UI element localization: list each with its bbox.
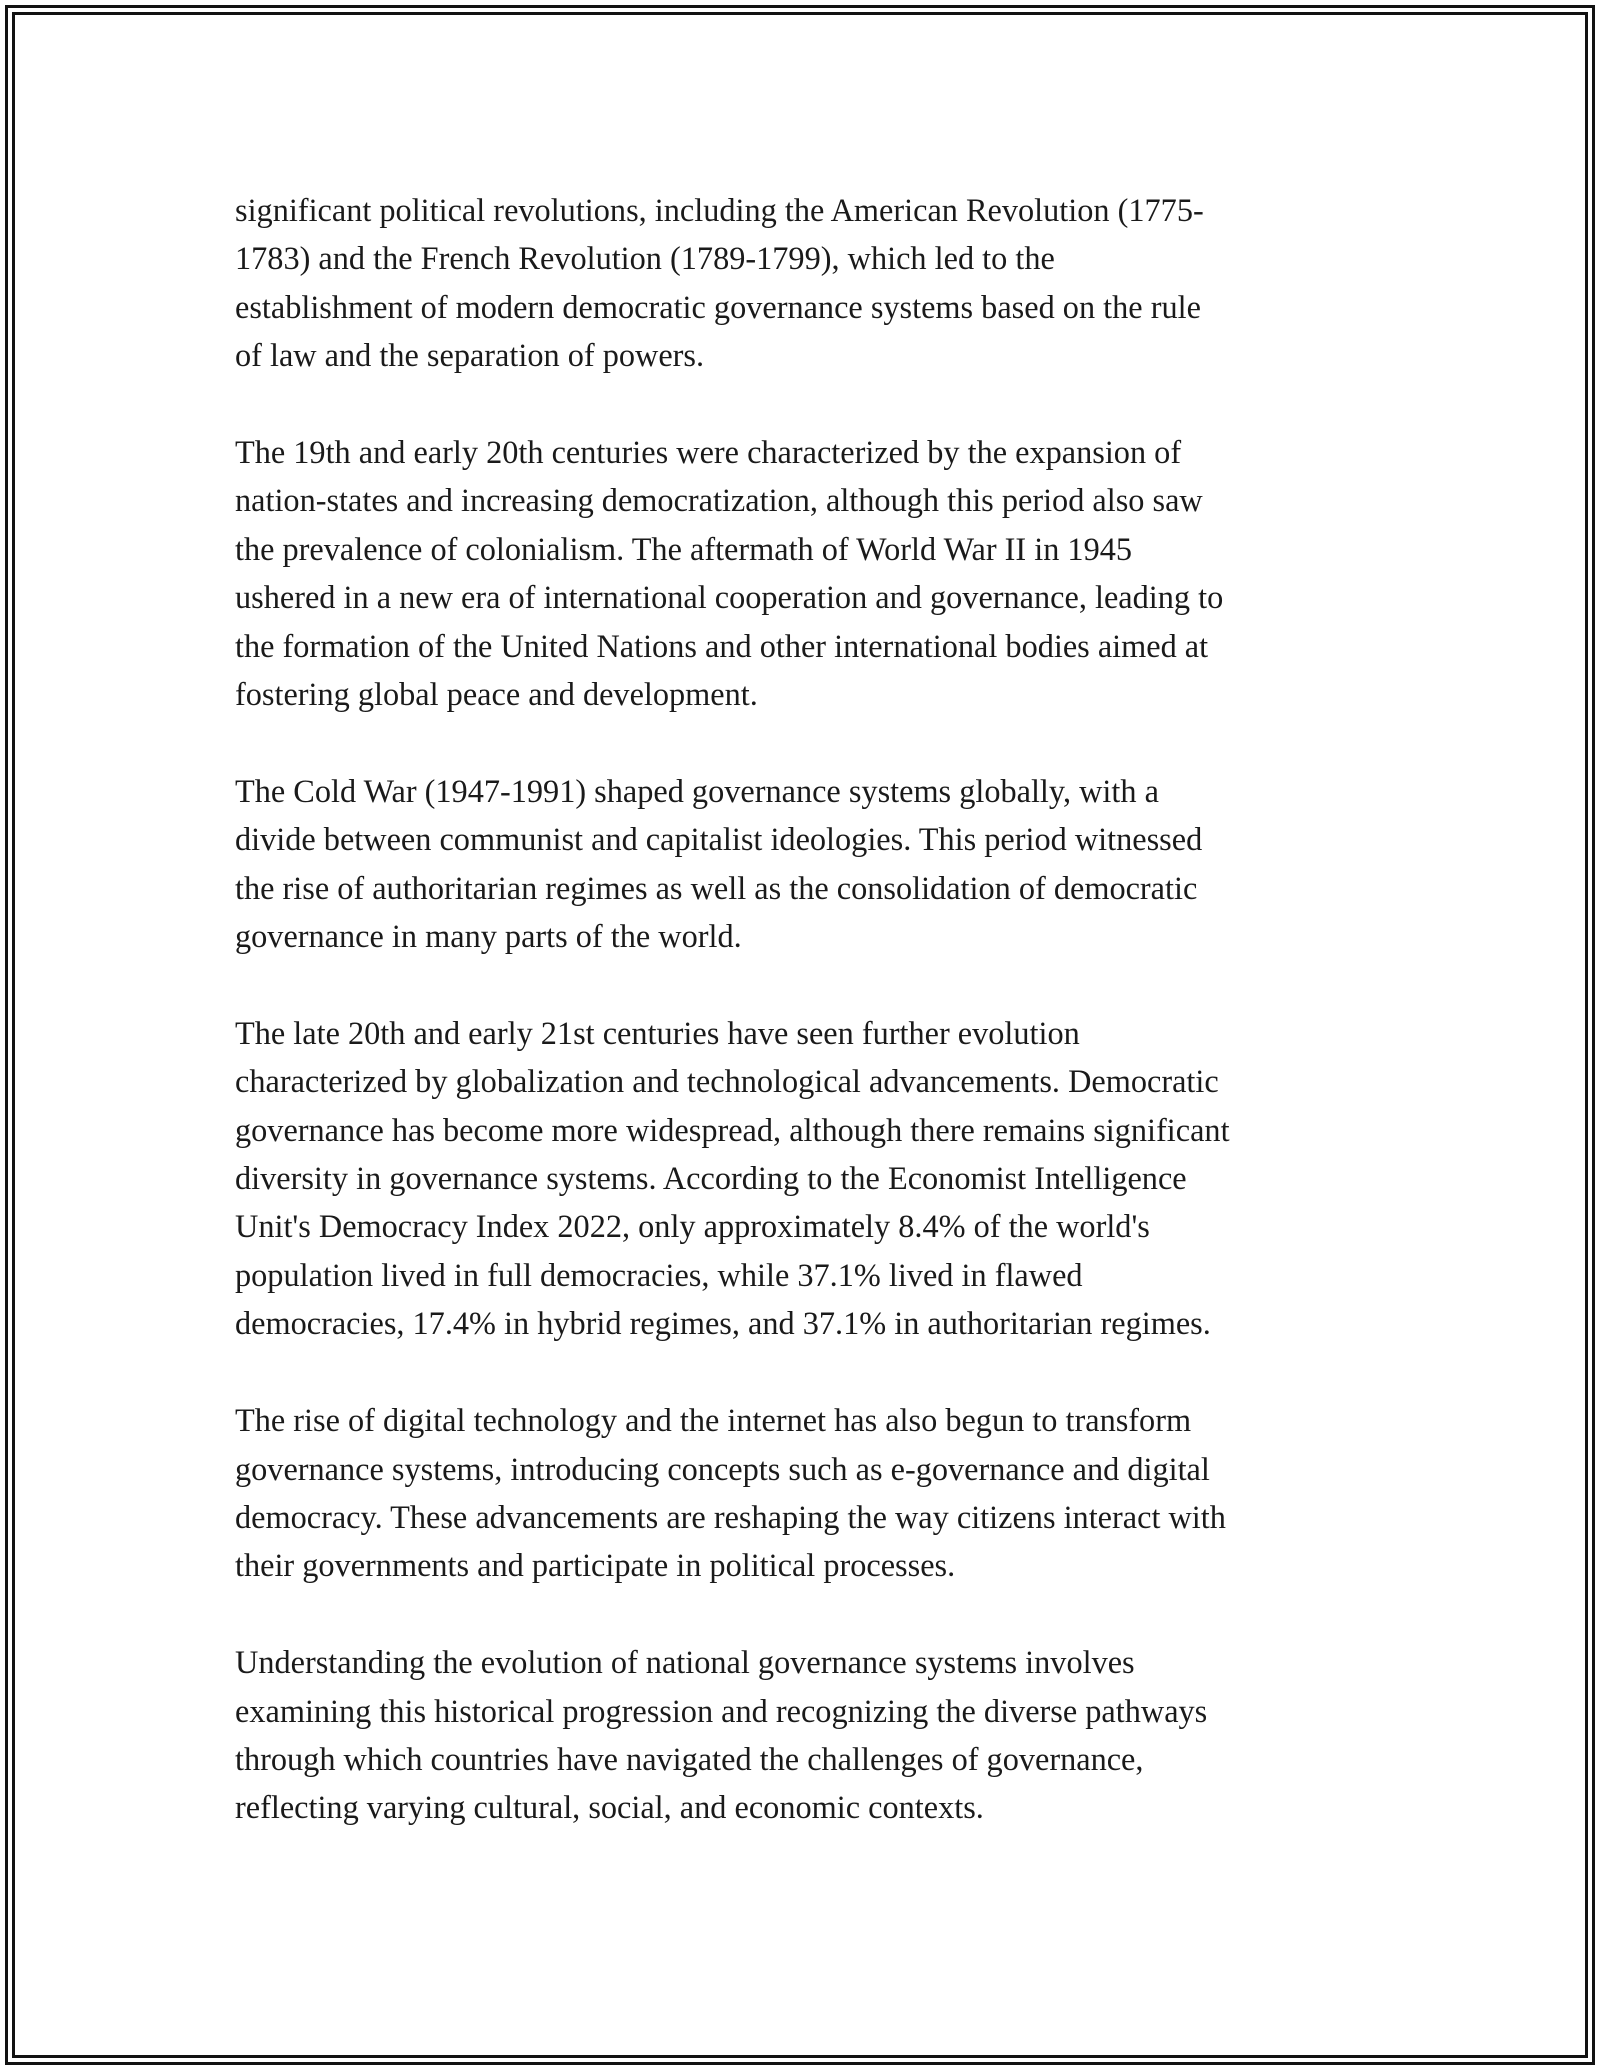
text-line: governance in many parts of the world. [235, 918, 742, 955]
document-body [235, 186, 1375, 1880]
text-line: The 19th and early 20th centuries were characterized by the expansion of [235, 434, 1182, 471]
text-line: characterized by globalization and technological advancements. Democratic [235, 1063, 1219, 1100]
text-line: fostering global peace and development. [235, 676, 758, 713]
text-line: diversity in governance systems. According to the Economist Intelligence [235, 1160, 1187, 1197]
text-line: democracy. These advancements are reshaping the way citizens interact with [235, 1498, 1226, 1535]
text-line: establishment of modern democratic governance systems based on the rule [235, 288, 1201, 325]
text-line: of law and the separation of powers. [235, 337, 705, 374]
text-line: The Cold War (1947-1991) shaped governance systems globally, with a [235, 772, 1159, 809]
paragraph-cold-war [235, 767, 1375, 961]
paragraph-late-20th-21st-centuries [235, 1009, 1375, 1348]
text-line: governance systems, introducing concepts such as e-governance and digital [235, 1450, 1210, 1487]
text-line: The late 20th and early 21st centuries have seen further evolution [235, 1014, 1080, 1051]
text-line: the prevalence of colonialism. The aftermath of World War II in 1945 [235, 530, 1133, 567]
text-line: divide between communist and capitalist ideologies. This period witnessed [235, 821, 1203, 858]
text-line: through which countries have navigated the challenges of governance, [235, 1740, 1144, 1777]
text-line: Understanding the evolution of national governance systems involves [235, 1644, 1135, 1681]
text-line: governance has become more widespread, although there remains significant [235, 1111, 1230, 1148]
text-line: 1783) and the French Revolution (1789-1799), which led to the [235, 240, 1055, 277]
text-line: the rise of authoritarian regimes as well as the consolidation of democratic [235, 869, 1198, 906]
text-line: their governments and participate in political processes. [235, 1547, 956, 1584]
text-line: ushered in a new era of international cooperation and governance, leading to [235, 579, 1224, 616]
text-line: reflecting varying cultural, social, and economic contexts. [235, 1789, 984, 1826]
text-line: democracies, 17.4% in hybrid regimes, and 37.1% in authoritarian regimes. [235, 1305, 1211, 1342]
text-line: significant political revolutions, including the American Revolution (1775- [235, 192, 1204, 228]
paragraph-revolutions [235, 186, 1375, 380]
text-line: examining this historical progression and recognizing the diverse pathways [235, 1692, 1208, 1729]
text-line: the formation of the United Nations and other international bodies aimed at [235, 627, 1209, 664]
paragraph-19th-20th-centuries [235, 428, 1375, 718]
paragraph-conclusion [235, 1638, 1375, 1832]
text-line: nation-states and increasing democratization, although this period also saw [235, 482, 1203, 519]
text-line: The rise of digital technology and the internet has also begun to transform [235, 1402, 1192, 1439]
text-line: population lived in full democracies, while 37.1% lived in flawed [235, 1256, 1083, 1293]
paragraph-digital-technology [235, 1396, 1375, 1590]
text-line: Unit's Democracy Index 2022, only approximately 8.4% of the world's [235, 1208, 1150, 1245]
